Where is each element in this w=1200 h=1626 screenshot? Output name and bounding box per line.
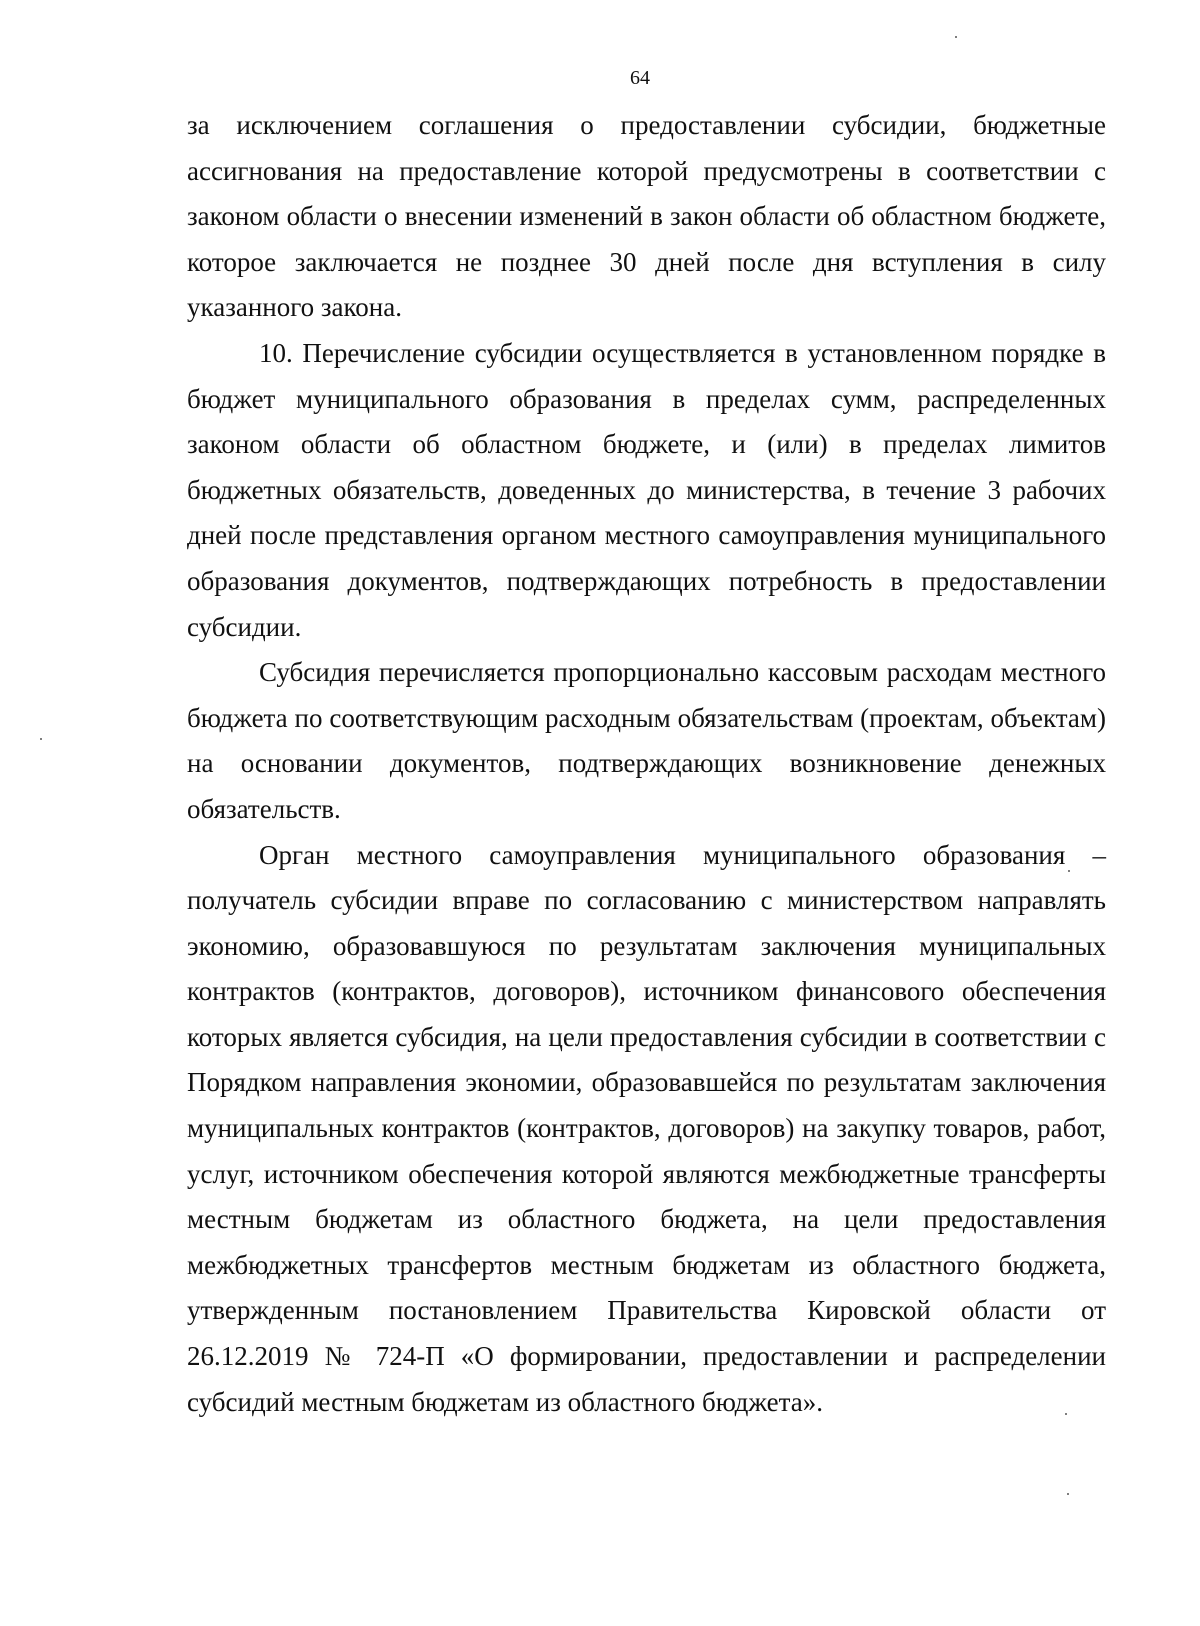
paragraph-subsidy-transfer: 10. Перечисление субсидии осуществляется в установленном порядке в бюджет муниципального образования в пределах сумм, распределенных законом области об областном бюджете, и (или) в пределах лимитов бюджетных обязательств, доведенных до министерства, в течение 3 рабочих дней после представления органом местного самоуправления муниципального образования документов, подтверждающих потребность в предоставлении субсидии. (187, 337, 1106, 642)
page-number: 64 (630, 67, 650, 89)
paragraph-savings-direction: Орган местного самоуправления муниципального образования – получатель субсидии вправе по согласованию с министерством направлять экономию, образовавшуюся по результатам заключения муниципальных контрактов (контрактов, договоров), источником финансового обеспечения которых является субсидия, на цели предоставления субсидии в соответствии с Порядком направления экономии, образовавшейся по результатам заключения муниципальных контрактов (контрактов, договоров) на закупку товаров, работ, услуг, источником обеспечения которой являются межбюджетные трансферты местным бюджетам из областного бюджета, на цели предоставления межбюджетных трансфертов местным бюджетам из областного бюджета, утвержденным постановлением Правительства Кировской области от 26.12.2019 № 724-П «О формировании, предоставлении и распределении субсидий местным бюджетам из областного бюджета». (187, 839, 1106, 1417)
scan-speck (40, 738, 42, 740)
scan-speck (1065, 1413, 1067, 1415)
paragraph-subsidy-proportional: Субсидия перечисляется пропорционально кассовым расходам местного бюджета по соответствующим расходным обязательствам (проектам, объектам) на основании документов, подтверждающих возникновение денежных обязательств. (187, 657, 1106, 824)
scan-speck (1068, 870, 1070, 872)
paragraph-agreement-exception: за исключением соглашения о предоставлении субсидии, бюджетные ассигнования на предоставление которой предусмотрены в соответствии с законом области о внесении изменений в закон области об областном бюджете, которое заключается не позднее 30 дней после дня вступления в силу указанного закона. (187, 110, 1106, 323)
scan-speck (955, 36, 957, 38)
scan-speck (1067, 1493, 1069, 1495)
document-body (187, 103, 1106, 1425)
